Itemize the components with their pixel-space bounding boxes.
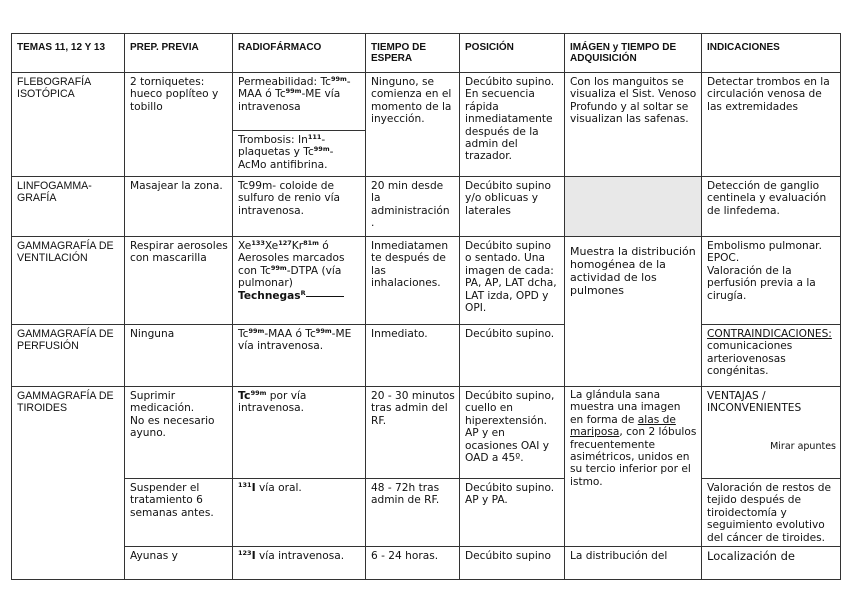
tiro-wait-1: 20 - 30 minutos tras admin del RF.: [366, 387, 460, 479]
table-row: [12, 387, 841, 479]
tiro-pos-2: Decúbito supino. AP y PA.: [460, 479, 565, 547]
flebo-prep: 2 torniquetes: hueco poplíteo y tobillo: [125, 73, 233, 177]
tiro-wait-3: 6 - 24 horas.: [366, 547, 460, 580]
underline-mark: [306, 296, 344, 297]
header-posicion: POSICIÓN: [460, 34, 565, 73]
perf-radio: $Tc^{99m}$-MAA ó $Tc^{99m}-ME$ vía intravenosa.: [233, 325, 366, 387]
tiro-ind-3: Localización de: [702, 547, 841, 580]
flebo-radio-permeabilidad: Permeabilidad: $Tc^{99m}$-MAA ó $Tc^{99m}-ME$ vía intravenosa: [233, 73, 366, 131]
linfo-pos: Decúbito supino y/o oblicuas y laterales: [460, 177, 565, 237]
linfo-ind: Detección de ganglio centinela y evaluación de linfedema.: [702, 177, 841, 237]
tiro-prep-2: Suspender el tratamiento 6 semanas antes.: [125, 479, 233, 547]
table-row: [12, 73, 841, 131]
row-title-ventilacion: GAMMAGRAFÍA DE VENTILACIÓN: [12, 237, 125, 325]
row-title-tiroides: GAMMAGRAFÍA DE TIROIDES: [12, 387, 125, 580]
header-tiempo: TIEMPO DE ESPERA: [366, 34, 460, 73]
perf-wait: Inmediato.: [366, 325, 460, 387]
vent-prep: Respirar aerosoles con mascarilla: [125, 237, 233, 325]
pulmonar-img: Muestra la distribución homogénea de la actividad de los pulmones: [565, 237, 702, 387]
flebo-radio-trombosis: Trombosis: In$^{111}$-plaquetas y $Tc^{99m}$-AcMo antifibrina.: [233, 131, 366, 177]
row-title-flebografia: FLEBOGRAFÍA ISOTÓPICA: [12, 73, 125, 177]
perf-pos: Decúbito supino.: [460, 325, 565, 387]
row-title-perfusion: GAMMAGRAFÍA DE PERFUSIÓN: [12, 325, 125, 387]
table-row: [12, 177, 841, 237]
linfo-prep: Masajear la zona.: [125, 177, 233, 237]
flebo-pos: Decúbito supino. En secuencia rápida inmediatamente después de la admin del trazador.: [460, 73, 565, 177]
linfo-wait: 20 min desde la administración .: [366, 177, 460, 237]
header-row: [12, 34, 841, 73]
linfo-radio: Tc99m- coloide de sulfuro de renio vía intravenosa.: [233, 177, 366, 237]
tiro-img-3: La distribución del: [565, 547, 702, 580]
tiro-wait-2: 48 - 72h tras admin de RF.: [366, 479, 460, 547]
vent-radio: $Xe^{133}Xe^{127}Kr^{81m}$ ó Aerosoles marcados con $Tc^{99m}$-DTPA (vía pulmonar) Technegas$^R$: [233, 237, 366, 325]
row-title-linfo: LINFOGAMMA- GRAFÍA: [12, 177, 125, 237]
radiofarmacos-table: [11, 33, 841, 580]
tiro-prep-1: Suprimir medicación. No es necesario ayuno.: [125, 387, 233, 479]
table-row: [12, 237, 841, 325]
tiro-pos-1: Decúbito supino, cuello en hiperextensión. AP y en ocasiones OAI y OAD a 45º.: [460, 387, 565, 479]
tiro-radio-2: $^{131}$I vía oral.: [233, 479, 366, 547]
flebo-img: Con los manguitos se visualiza el Sist. Venoso Profundo y al soltar se visualizan las safenas.: [565, 73, 702, 177]
table-row: [12, 325, 841, 387]
vent-ind: Embolismo pulmonar. EPOC. Valoración de la perfusión previa a la cirugía.: [702, 237, 841, 325]
tiro-prep-3: Ayunas y: [125, 547, 233, 580]
perf-prep: Ninguna: [125, 325, 233, 387]
flebo-ind: Detectar trombos en la circulación venosa de las extremidades: [702, 73, 841, 177]
header-indicaciones: INDICACIONES: [702, 34, 841, 73]
header-temas: TEMAS 11, 12 Y 13: [12, 34, 125, 73]
tiro-radio-1: $Tc^{99m}$ por vía intravenosa.: [233, 387, 366, 479]
header-imagen: IMÁGEN y TIEMPO DE ADQUISICIÓN: [565, 34, 702, 73]
tiro-pos-3: Decúbito supino: [460, 547, 565, 580]
tiro-radio-3: $^{123}$I vía intravenosa.: [233, 547, 366, 580]
table-row: [12, 547, 841, 580]
tiro-img: La glándula sana muestra una imagen en forma de alas de mariposa, con 2 lóbulos frecuentemente asimétricos, unidos en su tercio inferior por el istmo.: [565, 387, 702, 547]
header-radiofarmaco: RADIOFÁRMACO: [233, 34, 366, 73]
linfo-img-empty: [565, 177, 702, 237]
flebo-wait: Ninguno, se comienza en el momento de la inyección.: [366, 73, 460, 177]
vent-pos: Decúbito supino o sentado. Una imagen de cada: PA, AP, LAT dcha, LAT izda, OPD y OPI.: [460, 237, 565, 325]
table-row: [12, 479, 841, 547]
tiro-ind-1: VENTAJAS / INCONVENIENTES Mirar apuntes: [702, 387, 841, 479]
vent-wait: Inmediatamen te después de las inhalaciones.: [366, 237, 460, 325]
tiro-ind-2: Valoración de restos de tejido después de tiroidectomía y seguimiento evolutivo del cáncer de tiroides.: [702, 479, 841, 547]
header-prep: PREP. PREVIA: [125, 34, 233, 73]
perf-ind: CONTRAINDICACIONES: comunicaciones arteriovenosas congénitas.: [702, 325, 841, 387]
